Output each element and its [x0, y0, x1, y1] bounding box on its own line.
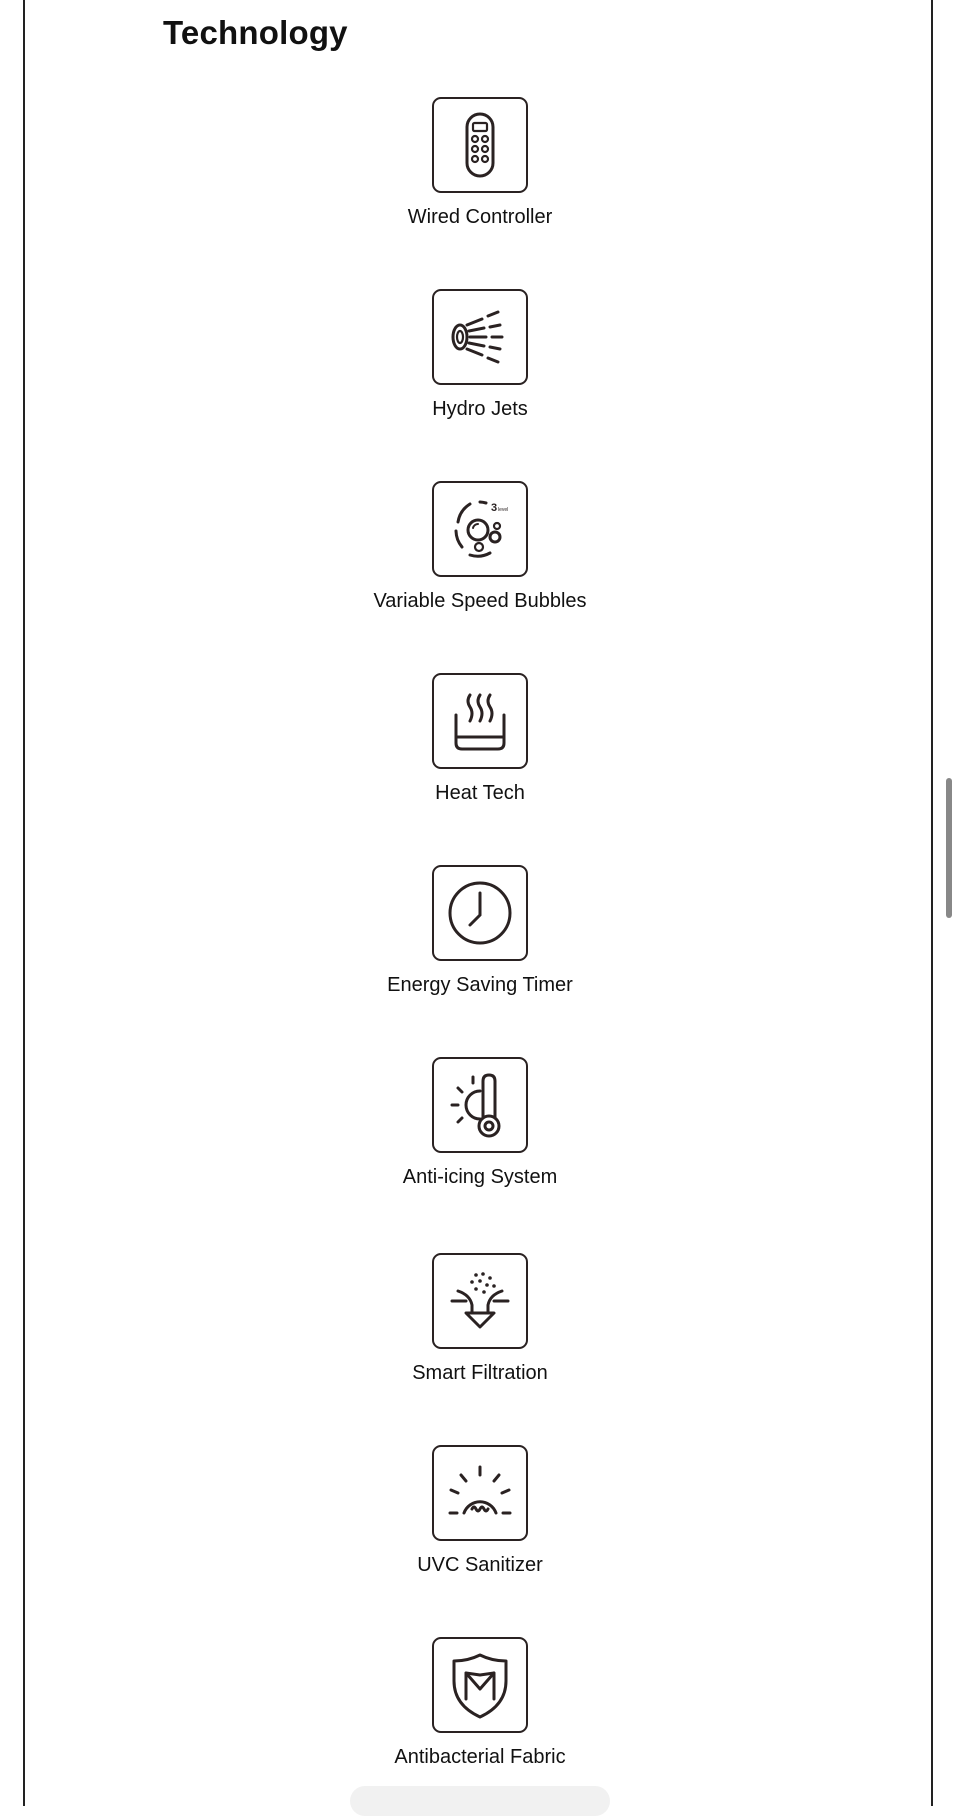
feature-tile[interactable] — [432, 673, 528, 769]
feature-tile[interactable] — [432, 1637, 528, 1733]
bubble-level-number: 3 — [491, 502, 498, 514]
feature-uvc-sanitizer — [0, 1445, 960, 1595]
water-jet-icon — [440, 297, 520, 377]
remote-controller-icon — [440, 105, 520, 185]
feature-anti-icing-system — [0, 1057, 960, 1207]
feature-hydro-jets — [0, 289, 960, 439]
uvc-sun-icon — [440, 1453, 520, 1533]
scrollbar-thumb[interactable] — [946, 778, 952, 918]
heat-tub-icon — [440, 681, 520, 761]
section-title: Technology — [163, 14, 348, 51]
feature-label: Heat Tech — [435, 782, 525, 804]
feature-label: Energy Saving Timer — [387, 974, 573, 996]
feature-tile[interactable] — [432, 1445, 528, 1541]
feature-heat-tech — [0, 673, 960, 823]
bubble-level-text: level — [498, 507, 509, 513]
bottom-floating-bar — [350, 1786, 610, 1816]
feature-tile[interactable] — [432, 289, 528, 385]
thermometer-sun-icon — [440, 1065, 520, 1145]
bubbles-speed-icon — [440, 489, 520, 569]
feature-label: UVC Sanitizer — [417, 1554, 543, 1576]
feature-label: Variable Speed Bubbles — [373, 590, 587, 612]
feature-label: Smart Filtration — [412, 1362, 548, 1384]
filtration-icon — [440, 1261, 520, 1341]
feature-tile[interactable] — [432, 481, 528, 577]
feature-wired-controller — [0, 97, 960, 247]
feature-label: Anti-icing System — [402, 1166, 558, 1188]
feature-label: Wired Controller — [407, 206, 553, 228]
feature-label: Hydro Jets — [432, 398, 528, 420]
feature-tile[interactable] — [432, 1057, 528, 1153]
feature-variable-speed-bubbles — [0, 481, 960, 631]
feature-tile[interactable] — [432, 97, 528, 193]
feature-smart-filtration — [0, 1253, 960, 1403]
feature-tile[interactable] — [432, 865, 528, 961]
feature-energy-saving-timer — [0, 865, 960, 1015]
feature-label: Antibacterial Fabric — [394, 1746, 566, 1768]
clock-icon — [440, 873, 520, 953]
feature-antibacterial-fabric — [0, 1637, 960, 1787]
shield-m-icon — [440, 1645, 520, 1725]
feature-tile[interactable] — [432, 1253, 528, 1349]
